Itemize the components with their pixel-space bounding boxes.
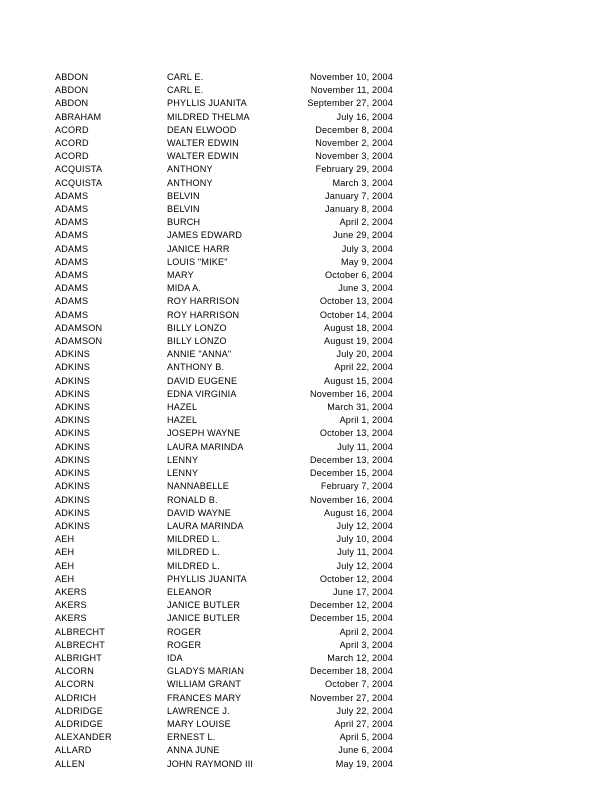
record-date: October 14, 2004 <box>319 309 393 320</box>
record-surname: ADAMS <box>55 230 89 241</box>
table-row <box>55 507 393 520</box>
record-date: October 13, 2004 <box>319 428 393 439</box>
record-date: March 12, 2004 <box>327 652 393 663</box>
table-row <box>55 744 393 757</box>
record-surname: ADAMSON <box>55 322 103 333</box>
record-surname: ALCORN <box>55 679 94 690</box>
record-surname: ALLARD <box>55 745 92 756</box>
table-row <box>55 282 393 295</box>
record-surname: ADAMS <box>55 256 89 267</box>
record-date: July 11, 2004 <box>337 547 393 558</box>
record-surname: ADKINS <box>55 481 90 492</box>
record-date: November 16, 2004 <box>310 494 393 505</box>
record-date: April 1, 2004 <box>339 415 393 426</box>
record-given-name: MIDA A. <box>167 283 202 294</box>
record-given-name: ROGER <box>167 626 202 637</box>
table-row <box>55 84 393 97</box>
record-surname: ALBRECHT <box>55 639 105 650</box>
record-given-name: BELVIN <box>167 190 200 201</box>
record-surname: ADAMS <box>55 296 89 307</box>
record-given-name: RONALD B. <box>167 494 218 505</box>
record-surname: ABRAHAM <box>55 111 102 122</box>
record-surname: ALBRIGHT <box>55 652 102 663</box>
table-row <box>55 322 393 335</box>
table-row <box>55 375 393 388</box>
table-row <box>55 190 393 203</box>
record-date: April 3, 2004 <box>339 639 393 650</box>
record-given-name: PHYLLIS JUANITA <box>167 573 247 584</box>
table-row <box>55 401 393 414</box>
table-row <box>55 546 393 559</box>
record-surname: AKERS <box>55 600 87 611</box>
table-row <box>55 269 393 282</box>
table-row <box>55 705 393 718</box>
table-row <box>55 665 393 678</box>
record-surname: ALDRIDGE <box>55 718 103 729</box>
record-surname: ADKINS <box>55 362 90 373</box>
record-given-name: DAVID EUGENE <box>167 375 238 386</box>
table-row <box>55 335 393 348</box>
record-date: April 5, 2004 <box>339 732 393 743</box>
record-surname: ADAMSON <box>55 336 103 347</box>
record-given-name: EDNA VIRGINIA <box>167 388 237 399</box>
record-given-name: JANICE HARR <box>167 243 230 254</box>
record-date: June 17, 2004 <box>332 586 393 597</box>
record-given-name: GLADYS MARIAN <box>167 666 245 677</box>
record-surname: ACORD <box>55 138 89 149</box>
record-date: September 27, 2004 <box>307 98 393 109</box>
record-date: April 22, 2004 <box>334 362 393 373</box>
record-given-name: BELVIN <box>167 204 200 215</box>
record-given-name: IDA <box>167 652 183 663</box>
table-row <box>55 124 393 137</box>
table-row <box>55 295 393 308</box>
table-row <box>55 560 393 573</box>
record-given-name: MILDRED L. <box>167 560 220 571</box>
table-row <box>55 652 393 665</box>
record-surname: ACQUISTA <box>55 177 103 188</box>
record-date: August 19, 2004 <box>324 336 393 347</box>
record-date: December 18, 2004 <box>310 666 393 677</box>
record-given-name: ELEANOR <box>167 586 212 597</box>
record-surname: ADAMS <box>55 243 89 254</box>
table-row <box>55 639 393 652</box>
record-surname: ADAMS <box>55 204 89 215</box>
table-row <box>55 520 393 533</box>
record-surname: ADKINS <box>55 454 90 465</box>
record-date: May 9, 2004 <box>340 256 393 267</box>
record-date: July 10, 2004 <box>336 534 393 545</box>
record-given-name: LENNY <box>167 454 199 465</box>
record-given-name: FRANCES MARY <box>167 692 242 703</box>
record-date: April 27, 2004 <box>334 718 393 729</box>
record-date: November 10, 2004 <box>310 72 393 82</box>
record-surname: ADKINS <box>55 494 90 505</box>
record-surname: ACQUISTA <box>55 164 103 175</box>
record-surname: ADKINS <box>55 428 90 439</box>
record-given-name: JOHN RAYMOND III <box>167 758 254 769</box>
record-date: July 16, 2004 <box>336 111 393 122</box>
record-date: August 15, 2004 <box>324 375 393 386</box>
record-given-name: LENNY <box>167 468 199 479</box>
record-surname: AEH <box>55 534 75 545</box>
record-date: June 6, 2004 <box>338 745 393 756</box>
record-date: December 15, 2004 <box>310 468 393 479</box>
record-given-name: LAWRENCE J. <box>167 705 230 716</box>
record-surname: AKERS <box>55 586 87 597</box>
record-given-name: ANNA JUNE <box>167 745 220 756</box>
record-surname: ADKINS <box>55 468 90 479</box>
record-surname: ALDRIDGE <box>55 705 103 716</box>
record-given-name: CARL E. <box>167 72 204 82</box>
table-row <box>55 427 393 440</box>
table-row <box>55 718 393 731</box>
table-row <box>55 111 393 124</box>
record-date: November 27, 2004 <box>310 692 393 703</box>
table-row <box>55 348 393 361</box>
record-surname: ADKINS <box>55 415 90 426</box>
table-row <box>55 71 393 84</box>
record-given-name: NANNABELLE <box>167 481 229 492</box>
table-row <box>55 441 393 454</box>
record-given-name: WALTER EDWIN <box>167 138 239 149</box>
record-date: October 12, 2004 <box>319 573 393 584</box>
record-given-name: CARL E. <box>167 85 204 96</box>
record-given-name: JANICE BUTLER <box>167 600 241 611</box>
record-date: February 29, 2004 <box>315 164 393 175</box>
record-given-name: LAURA MARINDA <box>167 441 244 452</box>
record-date: July 11, 2004 <box>337 441 393 452</box>
record-given-name: MARY LOUISE <box>167 718 231 729</box>
table-row <box>55 586 393 599</box>
record-surname: ADKINS <box>55 507 90 518</box>
record-given-name: ANTHONY <box>167 177 213 188</box>
table-row <box>55 361 393 374</box>
table-row <box>55 612 393 625</box>
record-date: June 3, 2004 <box>338 283 393 294</box>
record-surname: ADKINS <box>55 388 90 399</box>
record-surname: ABDON <box>55 72 89 82</box>
record-given-name: BILLY LONZO <box>167 322 227 333</box>
record-given-name: DAVID WAYNE <box>167 507 231 518</box>
record-given-name: BILLY LONZO <box>167 336 227 347</box>
record-date: November 16, 2004 <box>310 388 393 399</box>
record-date: October 13, 2004 <box>319 296 393 307</box>
record-surname: ABDON <box>55 85 89 96</box>
record-date: November 11, 2004 <box>310 85 393 96</box>
table-row <box>55 692 393 705</box>
record-given-name: HAZEL <box>167 402 198 413</box>
records-table <box>55 71 393 771</box>
record-given-name: DEAN ELWOOD <box>167 124 237 135</box>
record-date: March 3, 2004 <box>332 177 393 188</box>
record-date: June 29, 2004 <box>332 230 393 241</box>
record-given-name: ROGER <box>167 639 202 650</box>
table-row <box>55 150 393 163</box>
record-surname: ACORD <box>55 151 89 162</box>
record-date: February 7, 2004 <box>320 481 393 492</box>
table-row <box>55 97 393 110</box>
record-date: July 3, 2004 <box>341 243 393 254</box>
record-date: October 7, 2004 <box>325 679 393 690</box>
record-date: December 8, 2004 <box>315 124 393 135</box>
record-date: July 12, 2004 <box>336 560 393 571</box>
table-row <box>55 678 393 691</box>
record-given-name: ANNIE "ANNA" <box>167 349 232 360</box>
record-surname: ADKINS <box>55 441 90 452</box>
table-row <box>55 388 393 401</box>
record-given-name: HAZEL <box>167 415 198 426</box>
table-row <box>55 243 393 256</box>
record-surname: ALBRECHT <box>55 626 105 637</box>
record-given-name: ERNEST L. <box>167 732 216 743</box>
table-row <box>55 163 393 176</box>
record-surname: AKERS <box>55 613 87 624</box>
record-surname: AEH <box>55 560 75 571</box>
record-date: December 15, 2004 <box>310 613 393 624</box>
record-given-name: LOUIS "MIKE" <box>167 256 228 267</box>
record-surname: ADAMS <box>55 309 89 320</box>
record-surname: ALLEN <box>55 758 85 769</box>
record-date: August 18, 2004 <box>324 322 393 333</box>
record-date: April 2, 2004 <box>339 217 393 228</box>
record-surname: ALEXANDER <box>55 732 112 743</box>
record-given-name: MARY <box>167 270 194 281</box>
table-row <box>55 454 393 467</box>
record-date: November 2, 2004 <box>315 138 393 149</box>
table-row <box>55 758 393 771</box>
record-surname: ADKINS <box>55 375 90 386</box>
record-surname: ADAMS <box>55 283 89 294</box>
record-date: March 31, 2004 <box>327 402 393 413</box>
record-surname: ADKINS <box>55 520 90 531</box>
table-row <box>55 599 393 612</box>
record-given-name: ANTHONY <box>167 164 213 175</box>
record-surname: ADKINS <box>55 349 90 360</box>
table-row <box>55 494 393 507</box>
record-given-name: MILDRED L. <box>167 534 220 545</box>
record-surname: ADAMS <box>55 217 89 228</box>
record-surname: ALDRICH <box>55 692 97 703</box>
table-row <box>55 137 393 150</box>
record-given-name: MILDRED THELMA <box>167 111 250 122</box>
record-date: July 12, 2004 <box>336 520 393 531</box>
record-date: May 19, 2004 <box>335 758 393 769</box>
records-listing <box>55 71 393 771</box>
table-row <box>55 203 393 216</box>
table-row <box>55 216 393 229</box>
table-row <box>55 256 393 269</box>
record-date: April 2, 2004 <box>339 626 393 637</box>
record-date: December 12, 2004 <box>310 600 393 611</box>
table-row <box>55 414 393 427</box>
record-given-name: ROY HARRISON <box>167 296 240 307</box>
record-date: November 3, 2004 <box>315 151 393 162</box>
record-given-name: BURCH <box>167 217 201 228</box>
record-surname: AEH <box>55 573 75 584</box>
record-given-name: MILDRED L. <box>167 547 220 558</box>
record-date: July 22, 2004 <box>336 705 393 716</box>
table-row <box>55 626 393 639</box>
table-row <box>55 309 393 322</box>
record-date: January 7, 2004 <box>325 190 393 201</box>
table-row <box>55 177 393 190</box>
record-date: January 8, 2004 <box>325 204 393 215</box>
record-surname: ADAMS <box>55 190 89 201</box>
table-row <box>55 229 393 242</box>
table-row <box>55 480 393 493</box>
record-given-name: JANICE BUTLER <box>167 613 241 624</box>
record-given-name: WILLIAM GRANT <box>167 679 242 690</box>
record-given-name: JAMES EDWARD <box>167 230 243 241</box>
table-row <box>55 731 393 744</box>
record-given-name: ROY HARRISON <box>167 309 240 320</box>
record-date: October 6, 2004 <box>325 270 393 281</box>
record-surname: ALCORN <box>55 666 94 677</box>
record-date: July 20, 2004 <box>336 349 393 360</box>
record-surname: ADKINS <box>55 402 90 413</box>
record-given-name: WALTER EDWIN <box>167 151 239 162</box>
record-surname: ABDON <box>55 98 89 109</box>
record-surname: ACORD <box>55 124 89 135</box>
record-date: December 13, 2004 <box>310 454 393 465</box>
table-row <box>55 533 393 546</box>
table-row <box>55 467 393 480</box>
record-surname: ADAMS <box>55 270 89 281</box>
records-table-body <box>55 71 393 771</box>
record-surname: AEH <box>55 547 75 558</box>
record-given-name: JOSEPH WAYNE <box>167 428 241 439</box>
record-given-name: PHYLLIS JUANITA <box>167 98 247 109</box>
record-given-name: ANTHONY B. <box>167 362 225 373</box>
table-row <box>55 573 393 586</box>
record-given-name: LAURA MARINDA <box>167 520 244 531</box>
record-date: August 16, 2004 <box>324 507 393 518</box>
